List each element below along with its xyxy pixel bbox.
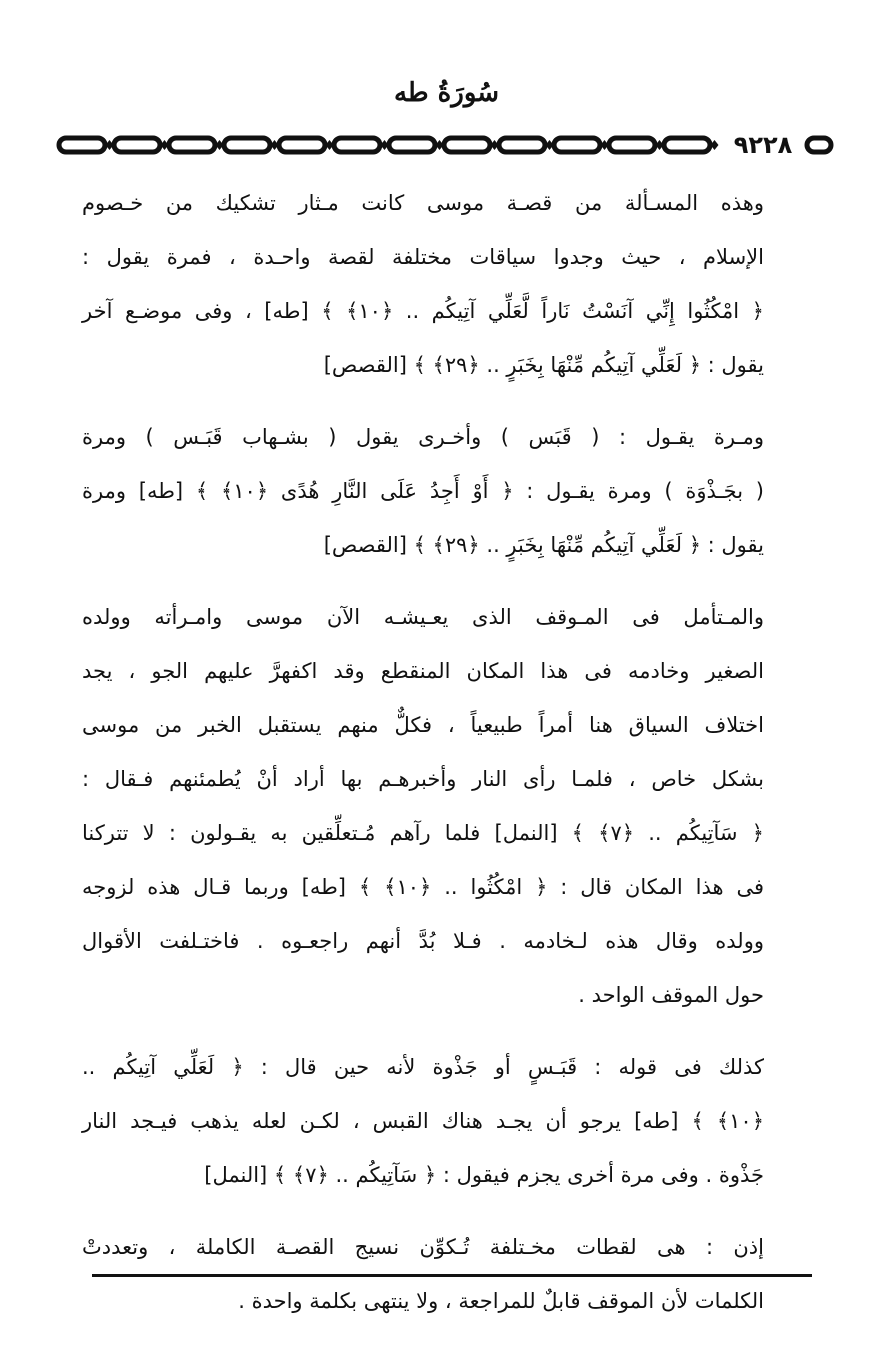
chain-link xyxy=(807,138,831,152)
paragraph-2 xyxy=(82,410,810,572)
text-line: يقول : ﴿ لَعَلِّي آتِيكُم مِّنْهَا بِخَبَرٍ .. ﴿٢٩﴾ ﴾ [القصص] xyxy=(323,353,764,377)
chain-link xyxy=(114,138,160,152)
text-line: فى هذا المكان قال : ﴿ امْكُثُوا .. ﴿١٠﴾ ﴾ [طه] وربما قـال هذه لزوجه xyxy=(82,875,764,899)
text-line: كذلك فى قوله : قَبَـسٍ أو جَذْوة لأنه حين قال : ﴿ لَعَلِّي آتِيكُم .. xyxy=(82,1055,764,1079)
footer-rule xyxy=(92,1274,812,1277)
chain-link xyxy=(609,138,655,152)
text-line: الإسلام ، حيث وجدوا سياقات مختلفة لقصة واحـدة ، فمرة يقول : xyxy=(82,245,764,269)
text-line: ﴿١٠﴾ ﴾ [طه] يرجو أن يجـد هناك القبس ، لكـن لعله يذهب فيـجد النار xyxy=(82,1109,764,1133)
text-line: يقول : ﴿ لَعَلِّي آتِيكُم مِّنْهَا بِخَبَرٍ .. ﴿٢٩﴾ ﴾ [القصص] xyxy=(323,533,764,557)
decorative-chain-border xyxy=(55,132,835,158)
paragraph-3 xyxy=(82,590,810,1022)
chain-link xyxy=(389,138,435,152)
chain-link xyxy=(224,138,270,152)
chain-link xyxy=(59,138,105,152)
page-number: ٩٢٢٨ xyxy=(722,130,804,160)
text-line: جَذْوة . وفى مرة أخرى يجزم فيقول : ﴿ سَآتِيكُم .. ﴿٧﴾ ﴾ [النمل] xyxy=(204,1163,764,1187)
text-line: والمـتأمل فى المـوقف الذى يعـيشـه الآن موسى وامـرأته وولده xyxy=(82,605,764,629)
text-line: ﴿ امْكُثُوا إِنِّي آنَسْتُ نَاراً لَّعَلِّي آتِيكُم .. ﴿١٠﴾ ﴾ [طه] ، وفى موضـع آخر xyxy=(82,299,764,323)
text-line: ( بجَـذْوَة ) ومرة يقـول : ﴿ أَوْ أَجِدُ عَلَى النَّارِ هُدًى ﴿١٠﴾ ﴾ [طه] ومرة xyxy=(82,479,764,503)
text-line: ومـرة يقـول : ( قَبَس ) وأخـرى يقول ( بشـهاب قَبَـس ) ومرة xyxy=(82,425,764,449)
text-line: اختلاف السياق هنا أمراً طبيعياً ، فكلٌّ منهم يستقبل الخبر من موسى xyxy=(82,713,764,737)
text-line: ﴿ سَآتِيكُم .. ﴿٧﴾ ﴾ [النمل] فلما رآهم مُـتعلِّقين به يقـولون : لا تتركنا xyxy=(82,821,764,845)
chain-link xyxy=(279,138,325,152)
page-body xyxy=(82,176,810,1346)
text-line: الصغير وخادمه فى هذا المكان المنقطع وقد اكفهرَّ عليهم الجو ، يجد xyxy=(82,659,764,683)
text-line: وولده وقال هذه لـخادمه . فـلا بُدَّ أنهم راجعـوه . فاختـلفت الأقوال xyxy=(82,929,764,953)
text-line: حول الموقف الواحد . xyxy=(578,983,764,1007)
text-line: إذن : هى لقطات مخـتلفة تُـكوِّن نسيج القصـة الكاملة ، وتعددتْ xyxy=(82,1235,764,1259)
text-line: الكلمات لأن الموقف قابلٌ للمراجعة ، ولا ينتهى بكلمة واحدة . xyxy=(238,1289,764,1313)
text-line: وهذه المسـألة من قصـة موسى كانت مـثار تشكيك من خـصوم xyxy=(82,191,764,215)
chain-link xyxy=(169,138,215,152)
chain-link xyxy=(444,138,490,152)
chain-link xyxy=(664,138,710,152)
paragraph-4 xyxy=(82,1040,810,1202)
surah-title: سُورَةُ طه xyxy=(393,78,500,108)
chain-link xyxy=(499,138,545,152)
chain-link xyxy=(334,138,380,152)
chain-link xyxy=(554,138,600,152)
paragraph-1 xyxy=(82,176,810,392)
text-line: بشكل خاص ، فلمـا رأى النار وأخبرهـم بها أراد أنْ يُطمئنهم فـقال : xyxy=(82,767,764,791)
